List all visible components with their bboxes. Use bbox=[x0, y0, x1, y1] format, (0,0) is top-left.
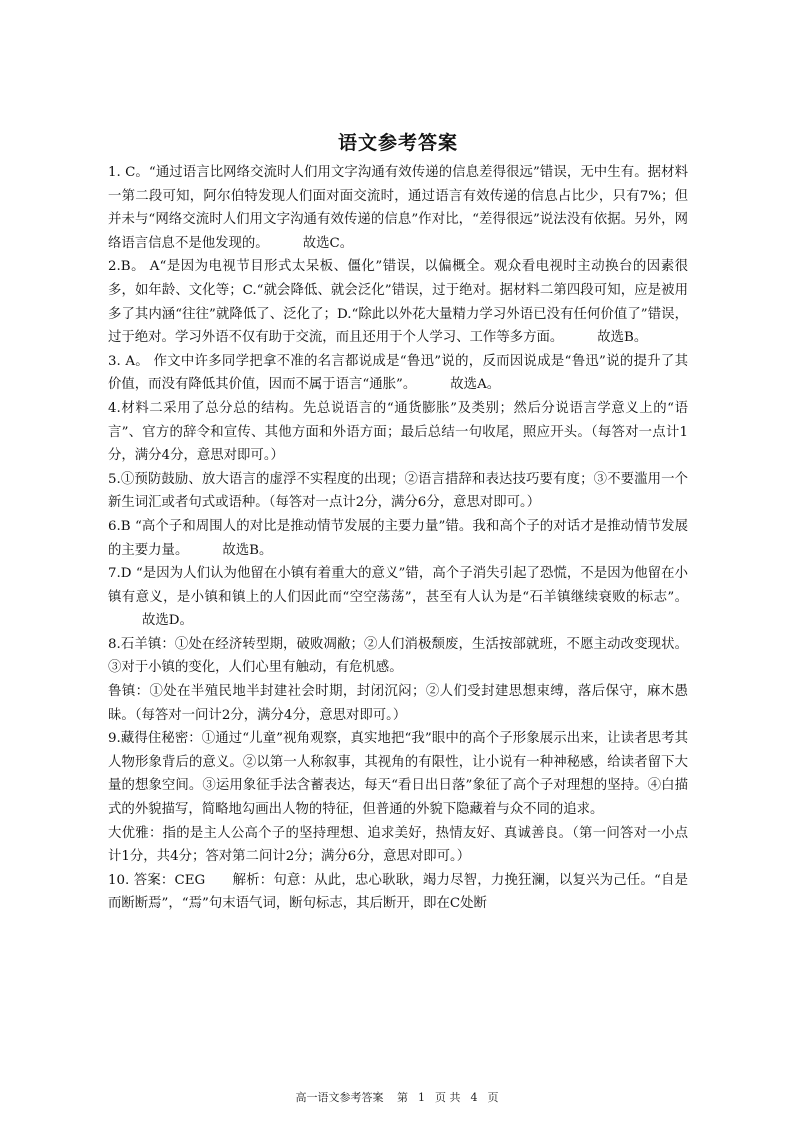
answer-paragraph bbox=[108, 515, 688, 562]
answer-text: 10. 答案：CEG 解析：句意：从此，忠心耿耿，竭力尽智，力挽狂澜，以复兴为己任。“自是而断断焉”，“焉”句末语气词，断句标志，其后断开，即在C处断 bbox=[108, 872, 688, 912]
answer-text: 3. A。 作文中许多同学把拿不准的名言都说成是“鲁迅”说的，反而因说成是“鲁迅”说的提升了其价值，而没有降低其价值，因而不属于语言“通胀”。 bbox=[108, 353, 688, 393]
answer-paragraph bbox=[108, 869, 688, 916]
answer-paragraph bbox=[108, 255, 688, 349]
answer-choice: 故选B。 bbox=[597, 330, 648, 346]
page-title: 语文参考答案 bbox=[337, 132, 458, 154]
answer-text: 4.材料二采用了总分总的结构。先总说语言的“通货膨胀”及类别；然后分说语言学意义上的“语言”、官方的辞令和宣传、其他方面和外语方面；最后总结一句收尾，照应开头。（每答对一点计1分，满分4分，意思对即可。） bbox=[108, 400, 688, 464]
answer-paragraph bbox=[108, 680, 688, 727]
answer-text: 大优雅：指的是主人公高个子的坚持理想、追求美好，热情友好、真诚善良。（第一问答对一小点计1分，共4分；答对第二问计2分；满分6分，意思对即可。） bbox=[108, 825, 688, 865]
answer-choice: 故选B。 bbox=[222, 542, 273, 558]
footer-doc-name: 高一语文参考答案 bbox=[295, 1091, 384, 1104]
footer-page-prefix: 第 bbox=[397, 1091, 408, 1104]
answer-paragraph bbox=[108, 397, 688, 468]
answer-paragraph bbox=[108, 350, 688, 397]
answer-choice: 故选C。 bbox=[302, 235, 354, 251]
answer-paragraph bbox=[108, 562, 688, 633]
answer-text: 6.B “高个子和周围人的对比是推动情节发展的主要力量”错。我和高个子的对话才是推动情节发展的主要力量。 bbox=[108, 518, 688, 558]
answer-text: 8.石羊镇：①处在经济转型期，破败凋敝；②人们消极颓废，生活按部就班，不愿主动改变现状。③对于小镇的变化，人们心里有触动，有危机感。 bbox=[108, 636, 688, 676]
answer-text: 9.藏得住秘密：①通过“儿童”视角观察，真实地把“我”眼中的高个子形象展示出来，让读者思考其人物形象背后的意义。②以第一人称叙事，其视角的有限性，让小说有一种神秘感，给读者留下大量的想象空间。③运用象征手法含蓄表达，每天“看日出日落”象征了高个子对理想的坚持。④白描式的外貌描写，简略地勾画出人物的特征，但普通的外貌下隐藏着与众不同的追求。 bbox=[108, 731, 688, 818]
answer-paragraph bbox=[108, 161, 688, 255]
page-footer bbox=[0, 1089, 794, 1105]
answer-paragraph bbox=[108, 822, 688, 869]
answer-text: 2.B。 A“是因为电视节目形式太呆板、僵化”错误，以偏概全。观众看电视时主动换台的因素很多，如年龄、文化等；C.“就会降低、就会泛化”错误，过于绝对。据材料二第四段可知，应是被用多了其内涵“往往”就降低了、泛化了；D.“除此以外花大量精力学习外语已没有任何价值了”错误，过于绝对。学习外语不仅有助于交流，而且还用于个人学习、工作等多方面。 bbox=[108, 259, 688, 346]
answer-text: 1. C。“通过语言比网络交流时人们用文字沟通有效传递的信息差得很远”错误，无中生有。据材料一第二段可知，阿尔伯特发现人们面对面交流时，通过语言有效传递的信息占比少，只有7%；但并未与“网络交流时人们用文字沟通有效传递的信息”作对比，“差得很远”说法没有依据。另外，网络语言信息不是他发现的。 bbox=[108, 165, 688, 251]
answer-list bbox=[108, 161, 688, 916]
footer-page-suffix: 页 bbox=[487, 1091, 499, 1104]
answer-text: 鲁镇：①处在半殖民地半封建社会时期，封闭沉闷；②人们受封建思想束缚，落后保守，麻木愚昧。（每答对一问计2分，满分4分，意思对即可。） bbox=[108, 684, 688, 723]
footer-page-total: 4 bbox=[470, 1091, 478, 1104]
answer-sheet bbox=[108, 128, 688, 916]
answer-paragraph bbox=[108, 633, 688, 680]
answer-paragraph bbox=[108, 727, 688, 821]
answer-choice: 故选D。 bbox=[142, 613, 193, 629]
answer-choice: 故选A。 bbox=[450, 377, 501, 393]
answer-text: 7.D “是因为人们认为他留在小镇有着重大的意义”错，高个子消失引起了恐慌，不是因为他留在小镇有意义，是小镇和镇上的人们因此而“空空荡荡”，甚至有人认为是“石羊镇继续衰败的标志”。 bbox=[108, 566, 688, 605]
answer-text: 5.①预防鼓励、放大语言的虚浮不实程度的出现；②语言措辞和表达技巧要有度；③不要滥用一个新生词汇或者句式或语种。（每答对一点计2分，满分6分，意思对即可。） bbox=[108, 471, 688, 511]
answer-paragraph bbox=[108, 468, 688, 515]
footer-page-mid: 页 共 bbox=[435, 1091, 461, 1104]
footer-page-number: 1 bbox=[418, 1091, 425, 1104]
